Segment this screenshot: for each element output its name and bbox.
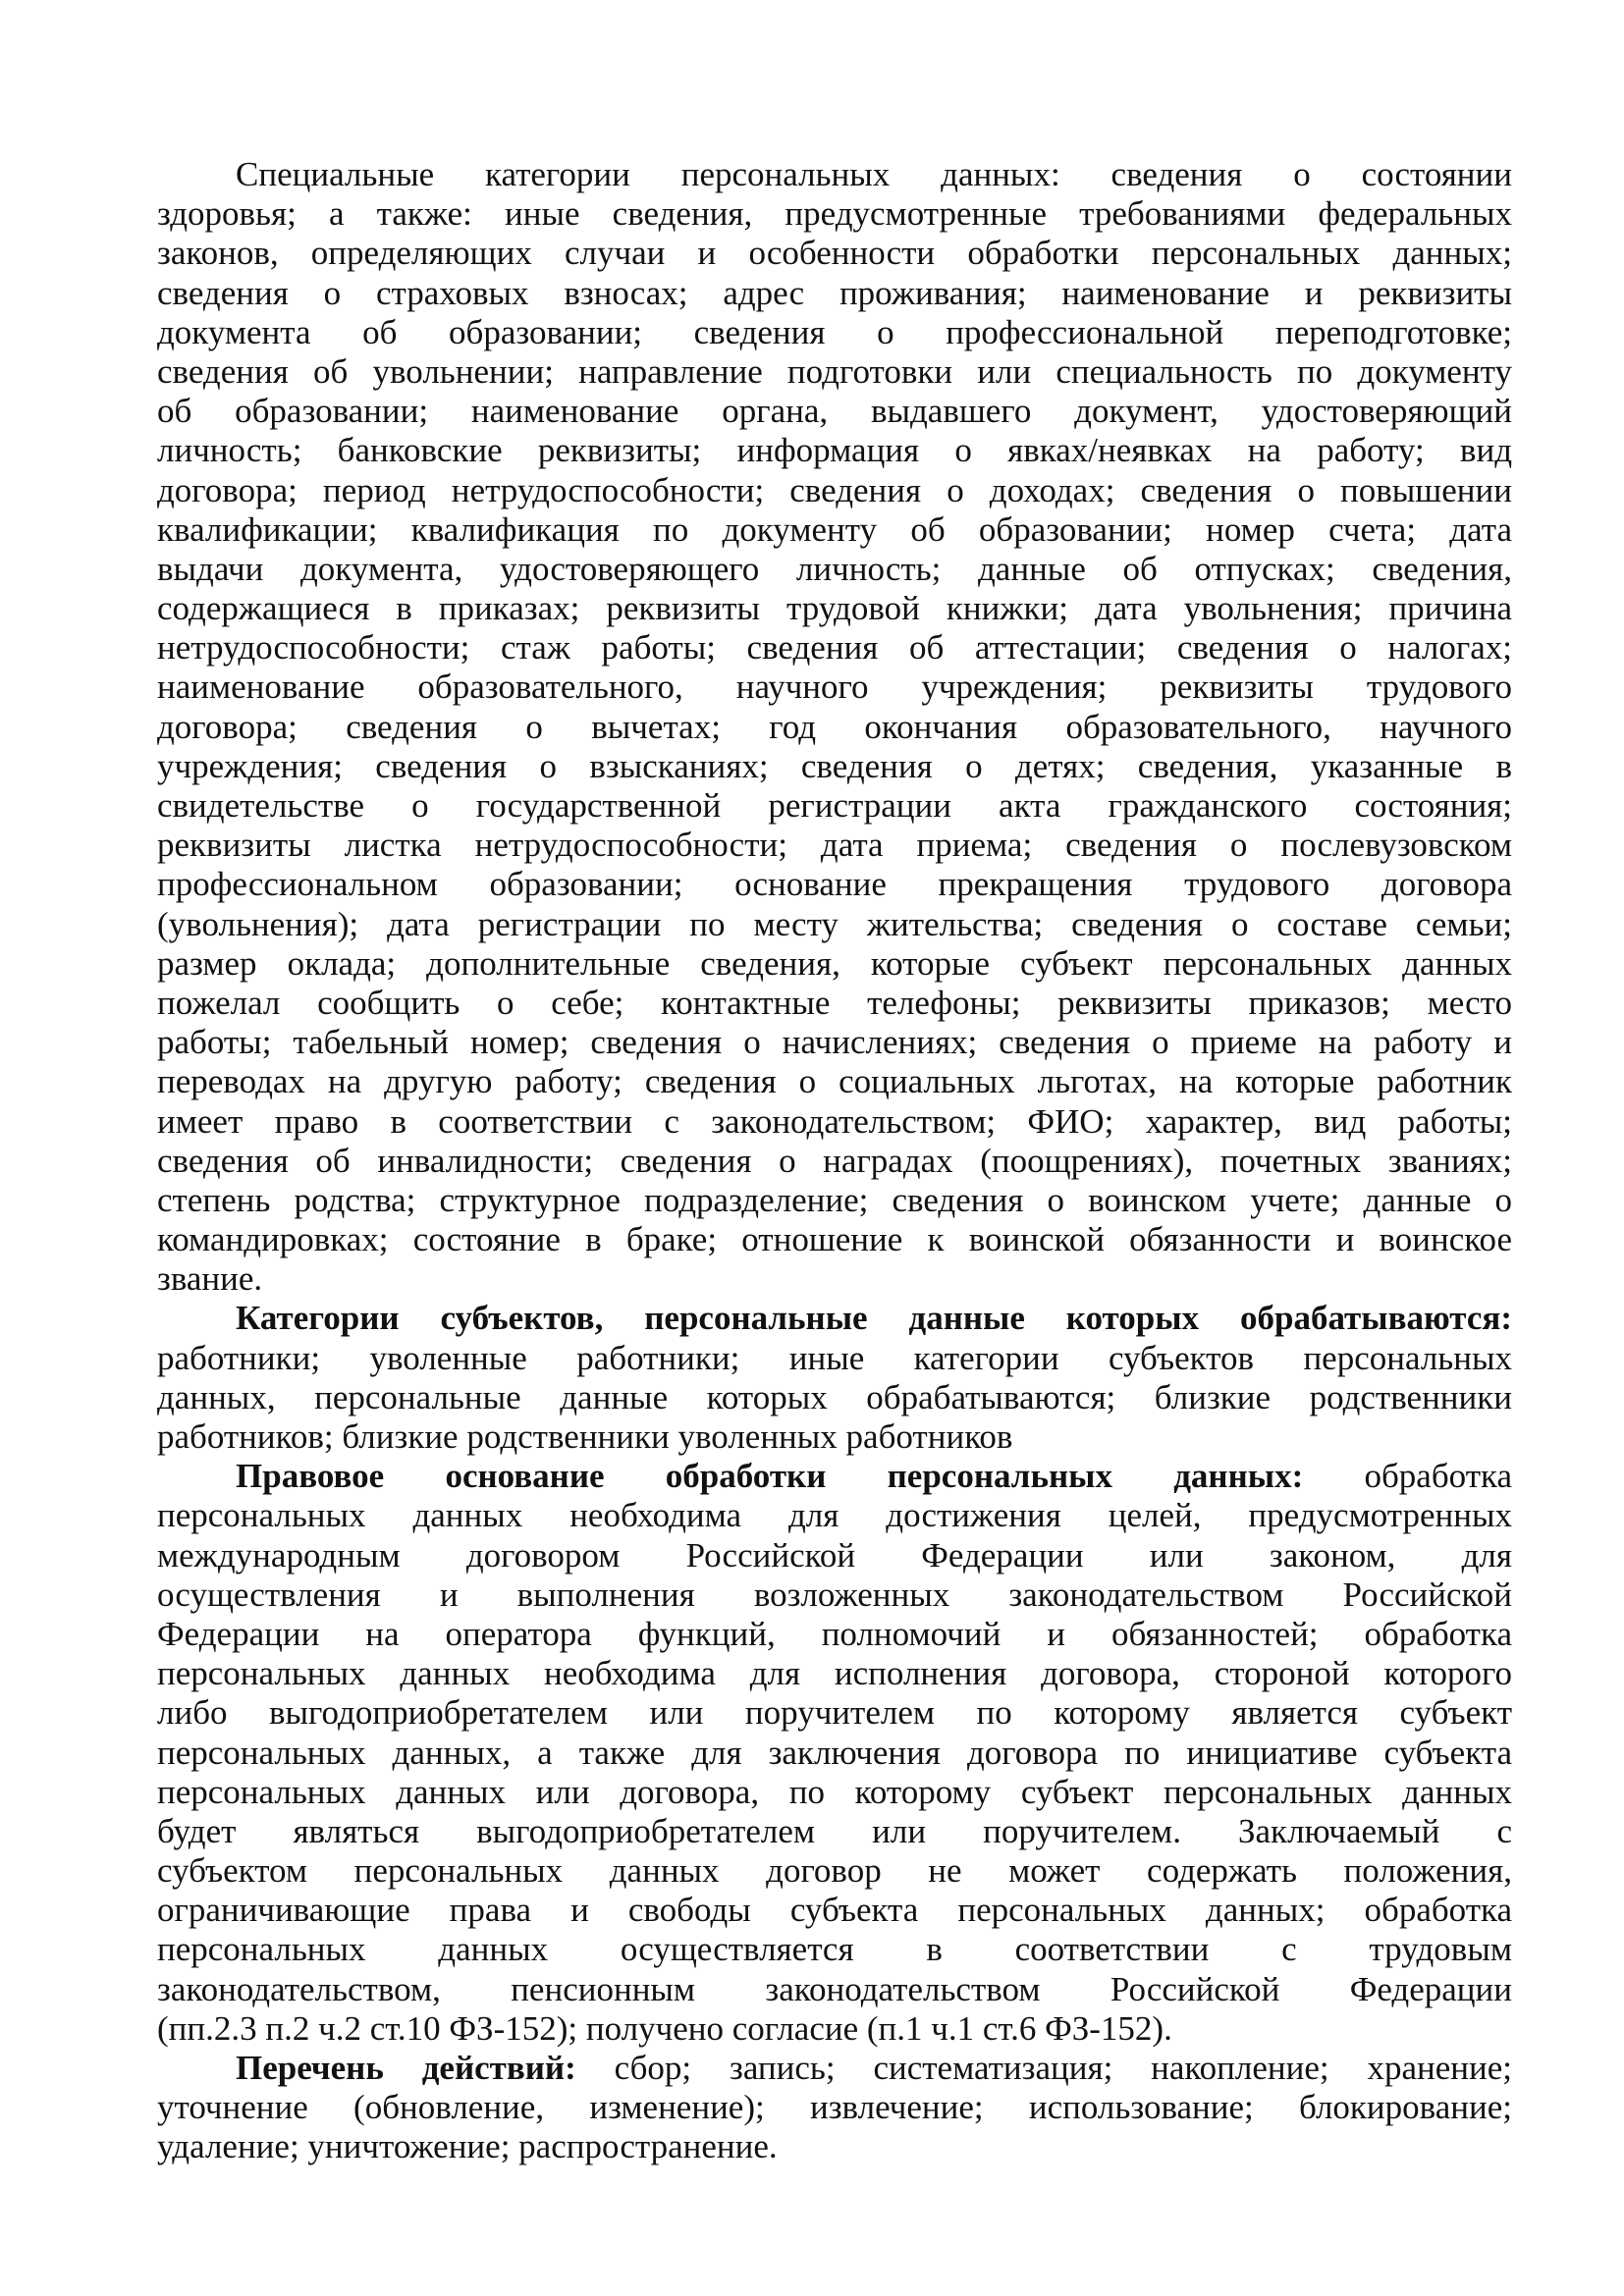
text-line: наименование образовательного, научного учреждения; реквизиты трудового [157,667,1512,707]
text-line: будет являться выгодоприобретателем или поручителем. Заключаемый с [157,1811,1512,1850]
text-line: выдачи документа, удостоверяющего личность; данные об отпусках; сведения, [157,549,1512,588]
document-body [157,155,1512,2167]
text-line: переводах на другую работу; сведения о социальных льготах, на которые работник [157,1062,1512,1101]
text-line: размер оклада; дополнительные сведения, которые субъект персональных данных [157,943,1512,983]
text-line: законов, определяющих случаи и особенности обработки персональных данных; [157,234,1512,273]
text-line: звание. [157,1259,263,1299]
text-line: субъектом персональных данных договор не может содержать положения, [157,1851,1512,1891]
text-line: персональных данных необходима для исполнения договора, стороной которого [157,1654,1512,1693]
text-line [157,2049,1512,2088]
text-line: свидетельстве о государственной регистрации акта гражданского состояния; [157,786,1512,825]
text-line: данных, персональные данные которых обрабатываются; близкие родственники [157,1377,1512,1416]
text-line: персональных данных необходима для достижения целей, предусмотренных [157,1496,1512,1535]
text-line: работы; табельный номер; сведения о начислениях; сведения о приеме на работу и [157,1023,1512,1062]
text-line: персональных данных осуществляется в соответствии с трудовым [157,1930,1512,1969]
text-line: сведения о страховых взносах; адрес проживания; наименование и реквизиты [157,273,1512,312]
text-line: степень родства; структурное подразделение; сведения о воинском учете; данные о [157,1180,1512,1219]
text-line: личность; банковские реквизиты; информация о явках/неявках на работу; вид [157,431,1512,470]
paragraph-heading: Категории субъектов, персональные данные которых обрабатываются: [236,1299,1512,1338]
paragraph-legal-basis [157,1457,1512,2049]
text-line: учреждения; сведения о взысканиях; сведения о детях; сведения, указанные в [157,746,1512,785]
text-line: работники; уволенные работники; иные категории субъектов персональных [157,1338,1512,1377]
text-line: работников; близкие родственники уволенных работников [157,1417,1013,1456]
text-line: реквизиты листка нетрудоспособности; дата приема; сведения о послевузовском [157,826,1512,865]
paragraph-heading: Перечень действий: [236,2049,576,2087]
text-line: (увольнения); дата регистрации по месту жительства; сведения о составе семьи; [157,904,1512,943]
text-line: документа об образовании; сведения о профессиональной переподготовке; [157,312,1512,351]
heading-continuation: обработка [1364,1457,1512,1496]
text-line: пожелал сообщить о себе; контактные телефоны; реквизиты приказов; место [157,983,1512,1022]
text-line: здоровья; а также: иные сведения, предусмотренные требованиями федеральных [157,194,1512,234]
paragraph-special-categories [157,155,1512,1299]
text-line: сведения об инвалидности; сведения о наградах (поощрениях), почетных званиях; [157,1141,1512,1180]
text-line: об образовании; наименование органа, выдавшего документ, удостоверяющий [157,392,1512,431]
text-line: либо выгодоприобретателем или поручителем по которому является субъект [157,1693,1512,1733]
text-line: сведения об увольнении; направление подготовки или специальность по документу [157,351,1512,391]
text-line: профессиональном образовании; основание прекращения трудового договора [157,865,1512,904]
text-line: Специальные категории персональных данных: сведения о состоянии [236,155,1512,193]
text-line: законодательством, пенсионным законодательством Российской Федерации [157,1969,1512,2008]
text-line: уточнение (обновление, изменение); извлечение; использование; блокирование; [157,2088,1512,2127]
text-line: командировках; состояние в браке; отношение к воинской обязанности и воинское [157,1220,1512,1259]
text-line: квалификации; квалификация по документу об образовании; номер счета; дата [157,509,1512,549]
text-line: договора; период нетрудоспособности; сведения о доходах; сведения о повышении [157,470,1512,509]
text-line [157,1457,1512,1496]
text-line: (пп.2.3 п.2 ч.2 ст.10 ФЗ-152); получено согласие (п.1 ч.1 ст.6 ФЗ-152). [157,2008,1172,2048]
paragraph-heading: Правовое основание обработки персональных данных: [236,1457,1304,1496]
paragraph-subject-categories [157,1299,1512,1457]
text-line: Федерации на оператора функций, полномочий и обязанностей; обработка [157,1614,1512,1653]
text-line: персональных данных или договора, по которому субъект персональных данных [157,1772,1512,1811]
text-line: ограничивающие права и свободы субъекта персональных данных; обработка [157,1891,1512,1930]
text-line: договора; сведения о вычетах; год окончания образовательного, научного [157,707,1512,746]
text-line: содержащиеся в приказах; реквизиты трудовой книжки; дата увольнения; причина [157,589,1512,628]
text-line: нетрудоспособности; стаж работы; сведения об аттестации; сведения о налогах; [157,628,1512,667]
text-line: международным договором Российской Федерации или законом, для [157,1535,1512,1575]
text-line: осуществления и выполнения возложенных законодательством Российской [157,1575,1512,1614]
text-line: удаление; уничтожение; распространение. [157,2127,778,2166]
text-line: персональных данных, а также для заключения договора по инициативе субъекта [157,1733,1512,1772]
heading-continuation: сбор; запись; систематизация; накопление; хранение; [614,2049,1513,2087]
text-line: имеет право в соответствии с законодательством; ФИО; характер, вид работы; [157,1101,1512,1141]
paragraph-actions-list [157,2049,1512,2167]
